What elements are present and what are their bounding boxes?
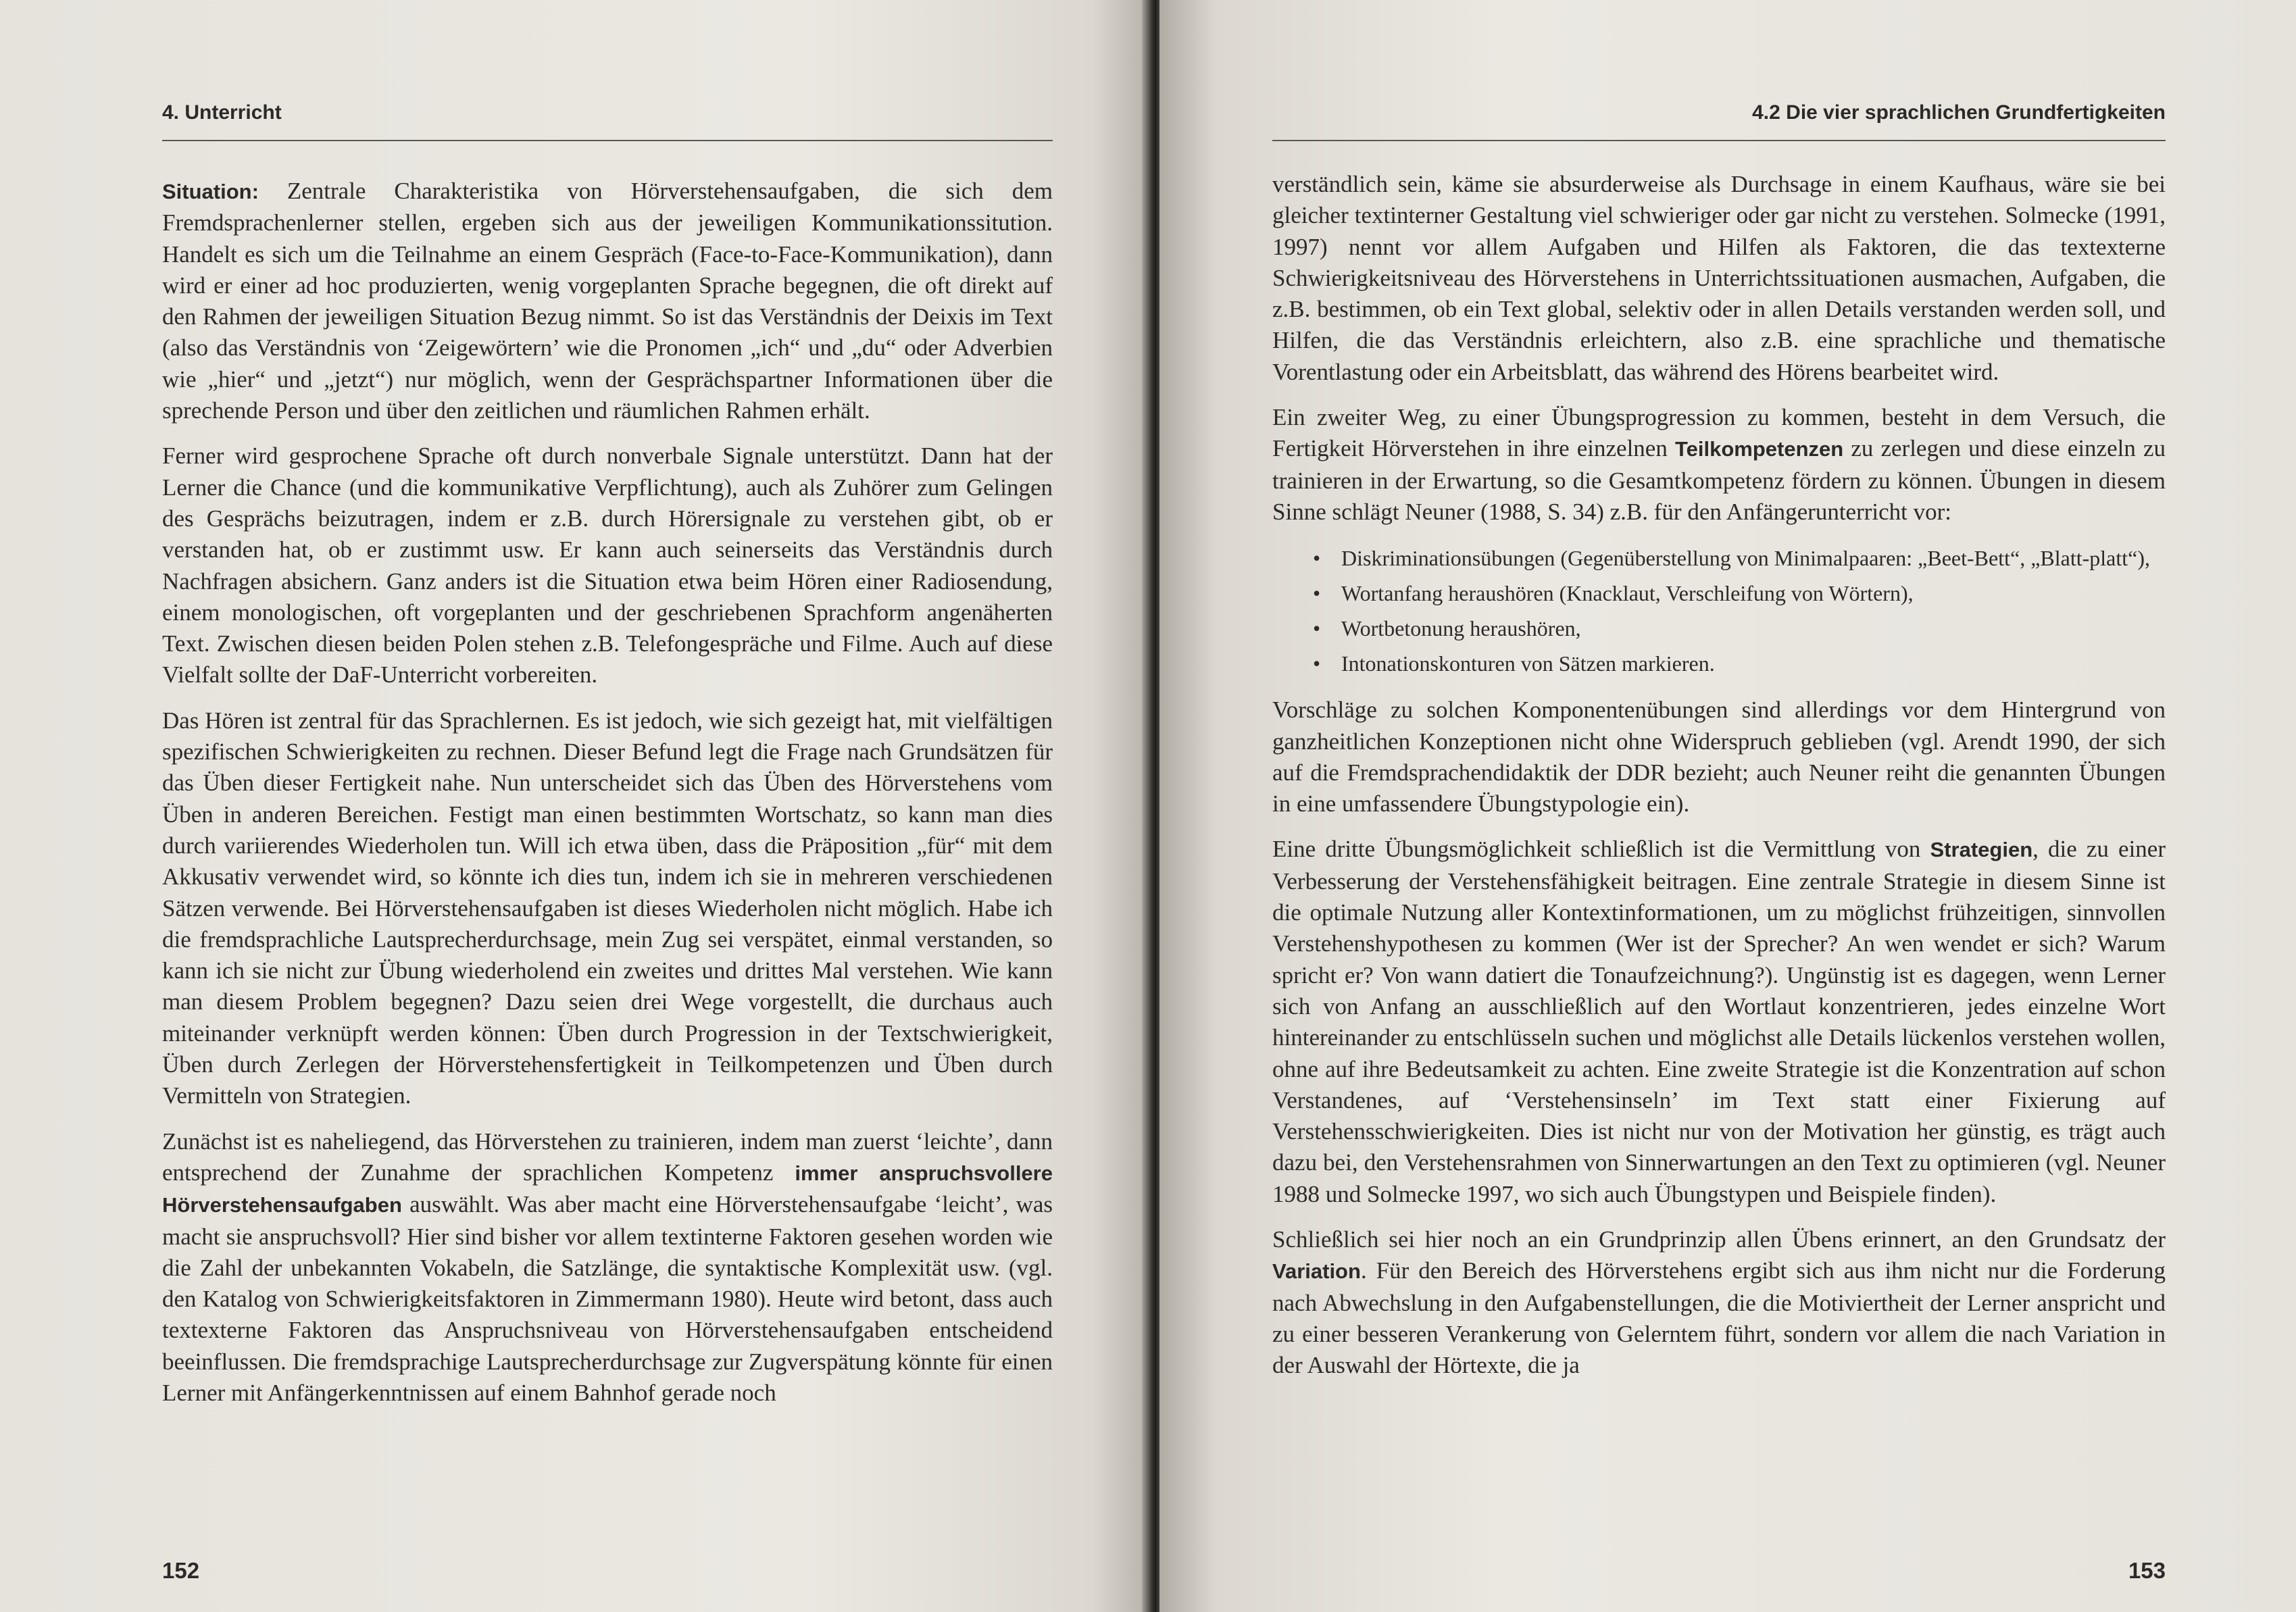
paragraph-text: . Für den Bereich des Hörverstehens ergibt sich aus ihm nicht nur die Forderung nach Abwechslung in den Aufgabenstellungen, die die Motiviertheit der Lerner anspricht und zu einer besseren Verankerung von Gelerntem führt, sondern vor allem die nach Variation in der Auswahl der Hörtexte, die ja — [1272, 1257, 2166, 1379]
list-item-text: Intonationskonturen von Sätzen markieren. — [1341, 651, 1715, 676]
paragraph: Das Hören ist zentral für das Sprachlernen. Es ist jedoch, wie sich gezeigt hat, mit vielfältigen spezifischen Schwierigkeiten zu rechnen. Dieser Befund legt die Frage nach Grundsätzen für das Üben dieser Fertigkeit nahe. Nun unterscheidet sich das Üben des Hörverstehens vom Üben in anderen Bereichen. Festigt man einen bestimmten Wortschatz, so kann man dies durch variierendes Wiederholen tun. Will ich etwa üben, dass die Präposition „für“ mit dem Akkusativ verwendet wird, so könnte ich dies tun, indem ich sie in mehreren verschiedenen Sätzen verwende. Bei Hörverstehensaufgaben ist dieses Wiederholen nicht möglich. Habe ich die fremdsprachliche Lautsprecherdurchsage, mein Zug sei verspätet, einmal verstanden, so kann ich sie nicht zur Übung wiederholend ein zweites und drittes Mal verstehen. Wie kann man diesem Problem begegnen? Dazu seien drei Wege vorgestellt, die durchaus auch miteinander verknüpft werden können: Üben durch Progression in der Textschwierigkeit, Üben durch Zerlegen der Hörverstehensfertigkeit in Teilkompetenzen und Üben durch Vermitteln von Strategien. — [162, 707, 1053, 1109]
running-header-right: 4.2 Die vier sprachlichen Grundfertigkeiten — [1752, 101, 2166, 124]
bullet-icon: • — [1313, 581, 1321, 606]
paragraph: Vorschläge zu solchen Komponentenübungen sind allerdings vor dem Hintergrund von ganzheitlichen Konzeptionen nicht ohne Widerspruch geblieben (vgl. Arendt 1990, der sich auf die Fremdsprachendidaktik der DDR bezieht; auch Neuner reiht die genannten Übungen in eine umfassendere Übungstypologie ein). — [1272, 697, 2166, 817]
list-item-text: Wortbetonung heraushören, — [1341, 616, 1581, 641]
paragraph — [162, 1126, 1053, 1409]
paragraph-text: Zentrale Charakteristika von Hörverstehensaufgaben, die sich dem Fremdsprachenlerner stellen, ergeben sich aus der jeweiligen Kommunikationssitution. Handelt es sich um die Teilnahme an einem Gespräch (Face-to-Face-Kommunikation), dann wird er einer ad hoc produzierten, wenig vorgeplanten Sprache begegnen, die oft direkt auf den Rahmen der jeweiligen Situation Bezug nimmt. So ist das Verständnis der Deixis im Text (also das Verständnis von ‘Zeigewörtern’ wie die Pronomen „ich“ und „du“ oder Adverbien wie „hier“ und „jetzt“) nur möglich, wenn der Gesprächspartner Informationen über die sprechende Person und über den zeitlichen und räumlichen Rahmen erhält. — [162, 178, 1053, 424]
bullet-icon: • — [1313, 651, 1321, 676]
list-item — [1313, 542, 2166, 574]
paragraph-text: Ein zweiter Weg, zu einer Übungsprogression zu kommen, besteht in dem Versuch, die Fertigkeit Hörverstehen in ihre einzelnen — [1272, 404, 2166, 462]
right-text-column — [1272, 169, 2166, 1396]
paragraph — [1272, 834, 2166, 1210]
bullet-list — [1272, 542, 2166, 680]
paragraph-text: Zunächst ist es naheliegend, das Hörverstehen zu trainieren, indem man zuerst ‘leichte’, dann entsprechend der Zunahme der sprachlichen Kompetenz — [162, 1128, 1053, 1186]
bullet-icon: • — [1313, 616, 1321, 641]
list-item — [1313, 612, 2166, 645]
bold-term: immer anspruchsvollere Hörverstehensaufgaben — [162, 1161, 1053, 1217]
lead-term: Situation: — [162, 180, 259, 203]
header-rule — [162, 140, 1053, 141]
bold-term: Strategien — [1930, 838, 2033, 862]
paragraph-text: Eine dritte Übungsmöglichkeit schließlich ist die Vermittlung von — [1272, 836, 1930, 863]
paragraph — [1272, 1224, 2166, 1381]
page-number-left: 152 — [162, 1558, 200, 1583]
paragraph-text: , die zu einer Verbesserung der Verstehensfähigkeit beitragen. Eine zentrale Strategie in diesem Sinne ist die optimale Nutzung aller Kontextinformationen, um zu möglichst frühzeitigen, sinnvollen Verstehenshypothesen zu kommen (Wer ist der Sprecher? An wen wendet er sich? Warum spricht er? Von wann datiert die Tonaufzeichnung?). Ungünstig ist es dagegen, wenn Lerner sich von Anfang an ausschließlich auf den Wortlaut konzentrieren, jedes einzelne Wort hintereinander zu entschlüsseln suchen und möglichst alle Details lückenlos verstehen wollen, ohne auf ihre Bedeutsamkeit zu achten. Eine zweite Strategie ist die Konzentration auf schon Verstandenes, auf ‘Verstehensinseln’ im Text statt einer Fixierung auf Verstehensschwierigkeiten. Dies ist nicht nur von der Motivation her günstig, es trägt auch dazu bei, den Verstehensrahmen von Sinnerwartungen an den Text zu optimieren (vgl. Neuner 1988 und Solmecke 1997, wo sich auch Übungstypen und Beispiele finden). — [1272, 836, 2166, 1207]
right-page — [1159, 0, 2296, 1612]
list-item — [1313, 647, 2166, 680]
bullet-icon: • — [1313, 546, 1321, 571]
bold-term: Teilkompetenzen — [1674, 437, 1844, 461]
paragraph-text: Schließlich sei hier noch an ein Grundprinzip allen Übens erinnert, an den Grundsatz der — [1272, 1226, 2166, 1253]
paragraph-situation — [162, 176, 1053, 426]
page-number-right: 153 — [2128, 1558, 2166, 1583]
header-rule — [1272, 140, 2166, 141]
list-item-text: Diskriminationsübungen (Gegenüberstellung von Minimalpaaren: „Beet-Bett“, „Blatt-platt“), — [1341, 546, 2150, 571]
paragraph-text: auswählt. Was aber macht eine Hörverstehensaufgabe ‘leicht’, was macht sie anspruchsvoll? Hier sind bisher vor allem textinterne Faktoren gesehen worden wie die Zahl der unbekannten Vokabeln, die Satzlänge, die syntaktische Komplexität usw. (vgl. den Katalog von Schwierigkeitsfaktoren in Zimmermann 1980). Heute wird betont, dass auch textexterne Faktoren das Anspruchsniveau von Hörverstehensaufgaben entscheidend beeinflussen. Die fremdsprachige Lautsprecherdurchsage zur Zugverspätung könnte für einen Lerner mit Anfängerkenntnissen auf einem Bahnhof gerade noch — [162, 1191, 1053, 1406]
paragraph: verständlich sein, käme sie absurderweise als Durchsage in einem Kaufhaus, wäre sie bei gleicher textinterner Gestaltung viel schwieriger oder gar nicht zu verstehen. Solmecke (1991, 1997) nennt vor allem Aufgaben und Hilfen als Faktoren, die das textexterne Schwierigkeitsniveau des Hörverstehens in Unterrichtssituationen ausmachen, Aufgaben, die z.B. bestimmen, ob ein Text global, selektiv oder in allen Details verstanden werden soll, und Hilfen, die das Verständnis erleichtern, also z.B. eine sprachliche und thematische Vorentlastung oder ein Arbeitsblatt, das während des Hörens bearbeitet wird. — [1272, 171, 2166, 385]
paragraph — [1272, 402, 2166, 528]
left-text-column — [162, 176, 1053, 1423]
list-item — [1313, 577, 2166, 609]
list-item-text: Wortanfang heraushören (Knacklaut, Verschleifung von Wörtern), — [1341, 581, 1914, 606]
paragraph-text: zu zerlegen und diese einzeln zu trainieren in der Erwartung, so die Gesamtkompetenz fördern zu können. Übungen in diesem Sinne schlägt Neuner (1988, S. 34) z.B. für den Anfängerunterricht vor: — [1272, 435, 2166, 525]
paragraph: Ferner wird gesprochene Sprache oft durch nonverbale Signale unterstützt. Dann hat der Lerner die Chance (und die kommunikative Verpflichtung), auch als Zuhörer zum Gelingen des Gesprächs beizutragen, indem er z.B. durch Hörersignale zu verstehen gibt, ob er verstanden hat, ob er zustimmt usw. Er kann auch seinerseits das Verständnis durch Nachfragen absichern. Ganz anders ist die Situation etwa beim Hören einer Radiosendung, einem monologischen, oft vorgeplanten und der geschriebenen Sprachform angenäherten Text. Zwischen diesen beiden Polen stehen z.B. Telefongespräche und Filme. Auch auf diese Vielfalt sollte der DaF-Unterricht vorbereiten. — [162, 443, 1053, 688]
bold-term: Variation — [1272, 1259, 1361, 1284]
running-header-left: 4. Unterricht — [162, 101, 282, 124]
